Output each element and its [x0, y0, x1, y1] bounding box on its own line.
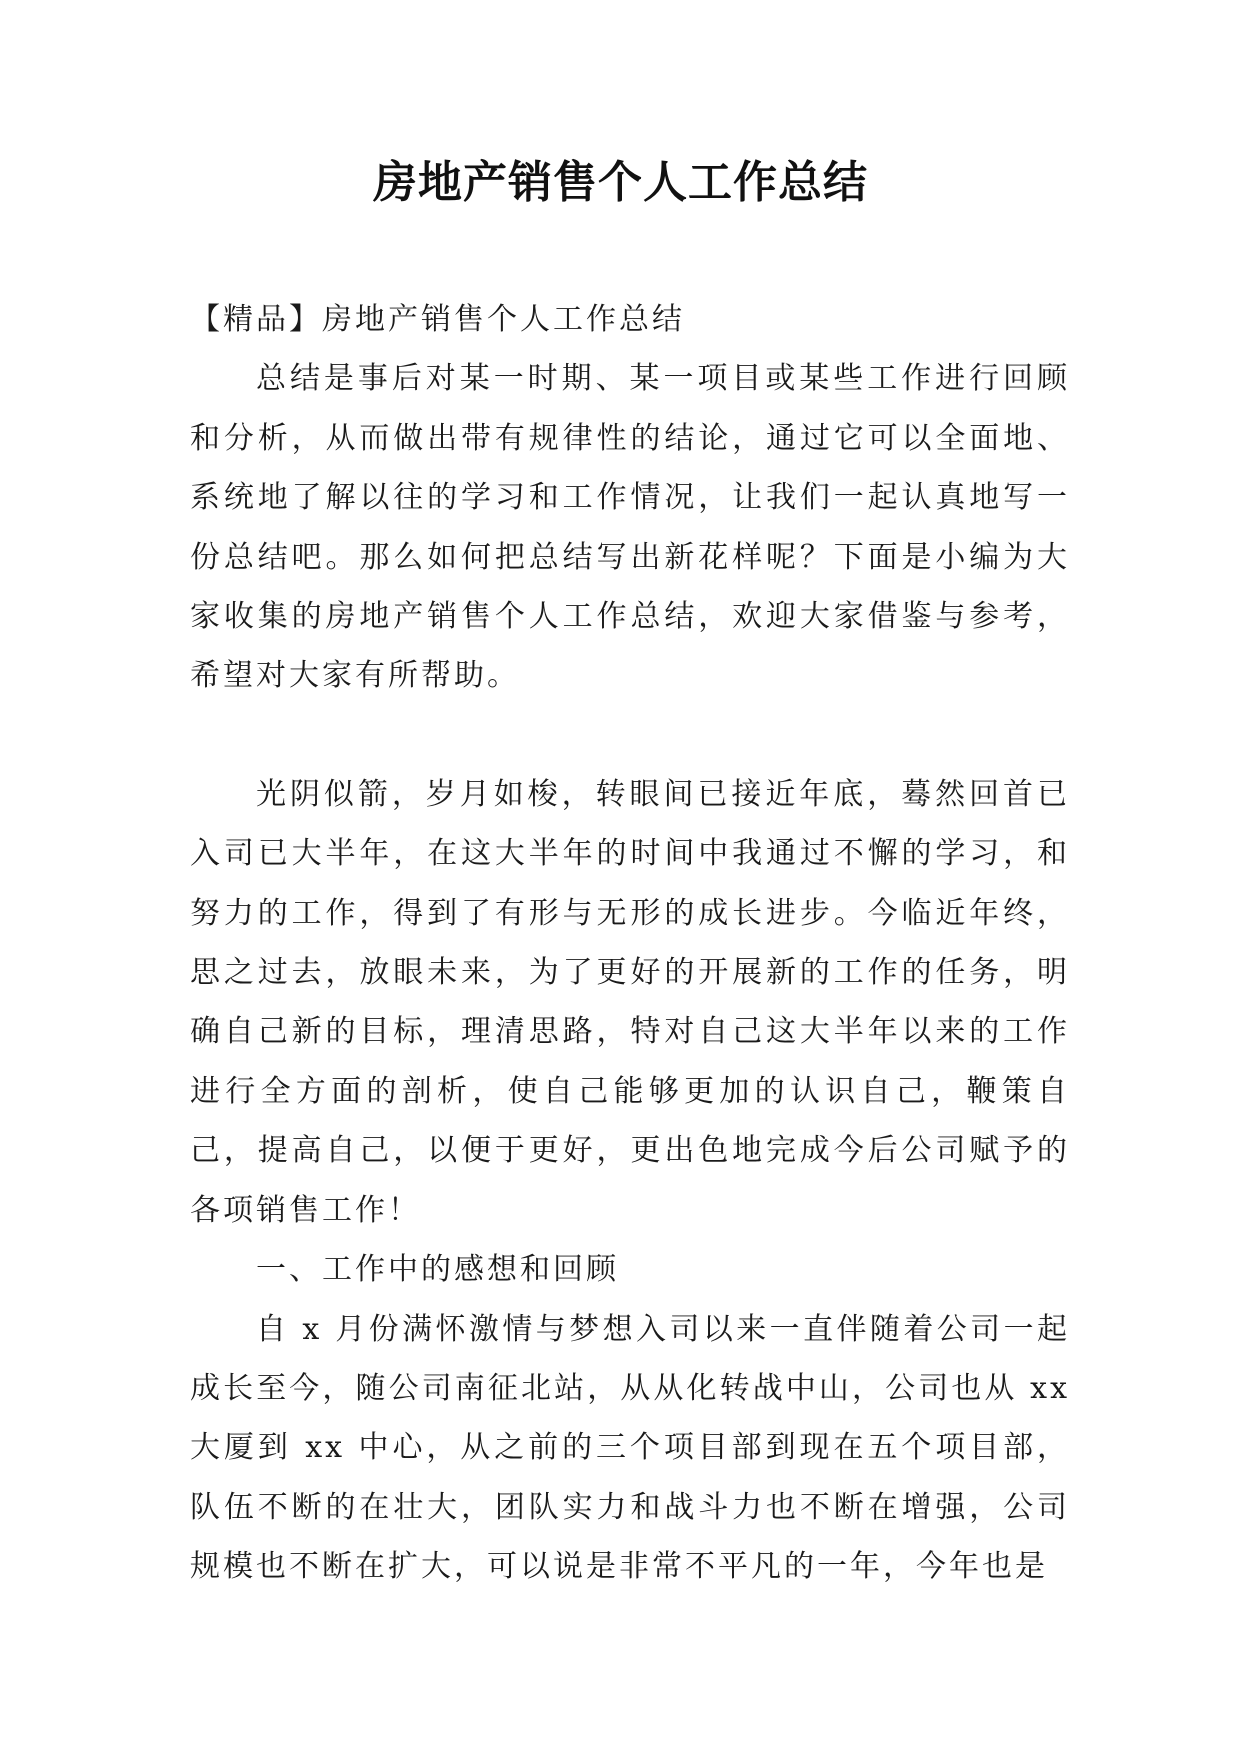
intro-paragraph: 总结是事后对某一时期、某一项目或某些工作进行回顾和分析，从而做出带有规律性的结论，通过它可以全面地、系统地了解以往的学习和工作情况，让我们一起认真地写一份总结吧。那么如何把总结写出新花样呢？下面是小编为大家收集的房地产销售个人工作总结，欢迎大家借鉴与参考，希望对大家有所帮助。 [190, 361, 1070, 694]
body-paragraph-2: 自 x 月份满怀激情与梦想入司以来一直伴随着公司一起成长至今，随公司南征北站，从从化转战中山，公司也从 xx 大厦到 xx 中心，从之前的三个项目部到现在五个项目部，队伍不断的在壮大，团队实力和战斗力也不断在增强，公司规模也不断在扩大，可以说是非常不平凡的一年，今年也是 [190, 1311, 1070, 1585]
document-subtitle: 【精品】房地产销售个人工作总结 [190, 302, 685, 337]
body-paragraph-1: 光阴似箭，岁月如梭，转眼间已接近年底，蓦然回首已入司已大半年，在这大半年的时间中我通过不懈的学习，和努力的工作，得到了有形与无形的成长进步。今临近年终，思之过去，放眼未来，为了更好的开展新的工作的任务，明确自己新的目标，理清思路，特对自己这大半年以来的工作进行全方面的剖析，使自己能够更加的认识自己，鞭策自己，提高自己，以便于更好，更出色地完成今后公司赋予的各项销售工作！ [190, 776, 1070, 1228]
section-heading: 一、工作中的感想和回顾 [256, 1252, 619, 1288]
document-title: 房地产销售个人工作总结 [373, 157, 868, 208]
paragraph-spacer [190, 706, 1070, 765]
document-body [190, 290, 1070, 1597]
